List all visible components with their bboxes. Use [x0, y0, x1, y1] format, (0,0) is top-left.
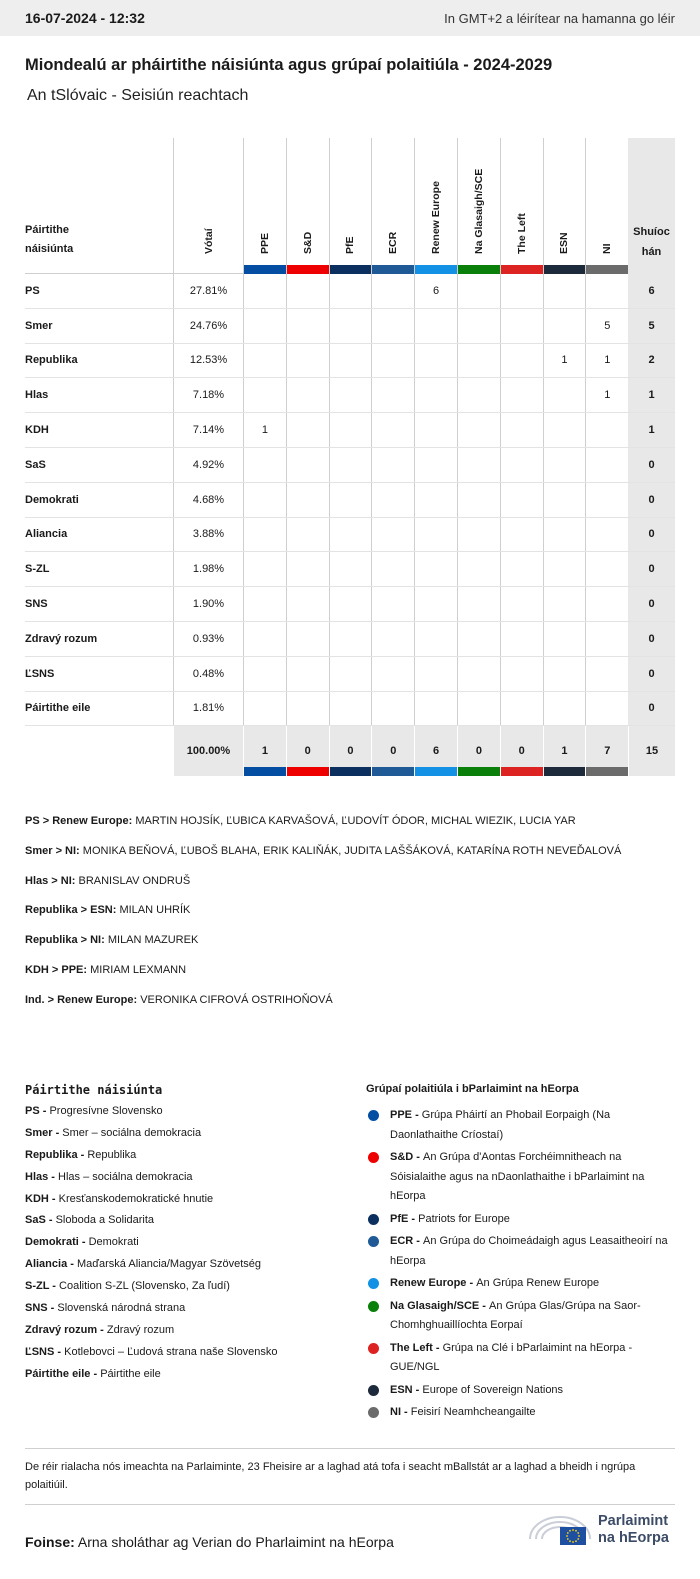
seat-count [457, 518, 500, 552]
seat-count [371, 274, 414, 308]
seat-count [414, 518, 457, 552]
seat-count [243, 622, 286, 656]
seat-count [457, 448, 500, 482]
seat-count [585, 587, 628, 621]
seat-count [543, 622, 586, 656]
seat-count [414, 483, 457, 517]
seat-count [329, 483, 372, 517]
party-legend-item: Zdravý rozum - Zdravý rozum [25, 1323, 175, 1336]
vote-share: 3.88% [173, 518, 243, 552]
group-column-header: Na Glasaigh/SCE [457, 138, 500, 274]
seat-count: 6 [414, 274, 457, 308]
group-legend [366, 1083, 671, 1426]
seat-count [243, 448, 286, 482]
seat-count [243, 378, 286, 412]
seat-count [543, 587, 586, 621]
seat-count [414, 448, 457, 482]
seat-count [329, 622, 372, 656]
group-seat-total: 1 [543, 726, 586, 776]
source-text: Arna sholáthar ag Verian do Pharlaimint na hEorpa [74, 1534, 394, 1550]
group-color-dot-icon [368, 1214, 379, 1225]
seat-count [457, 413, 500, 447]
seat-count [414, 378, 457, 412]
party-legend-item: KDH - Kresťanskodemokratické hnutie [25, 1192, 214, 1205]
seats-table [25, 138, 675, 776]
seat-count [329, 587, 372, 621]
table-row [25, 657, 675, 692]
seat-count [543, 274, 586, 308]
seat-count [585, 518, 628, 552]
group-color-bar [501, 265, 543, 274]
group-legend-item: PPE - Grúpa Pháirtí an Phobail Eorpaigh (Na Daonlathaithe Críostaí) [366, 1106, 671, 1145]
party-name: Aliancia [25, 528, 68, 541]
party-legend-item: Smer - Smer – sociálna demokracia [25, 1126, 202, 1139]
group-color-dot-icon [368, 1343, 379, 1354]
group-column-header: S&D [286, 138, 329, 274]
group-color-bar [458, 767, 500, 776]
grand-seat-total: 15 [628, 726, 675, 776]
assignment-line: Republika > NI: MILAN MAZUREK [25, 934, 199, 947]
seat-count: 1 [585, 344, 628, 378]
group-legend-item: The Left - Grúpa na Clé i bParlaimint na hEorpa - GUE/NGL [366, 1339, 671, 1378]
party-legend-item: Hlas - Hlas – sociálna demokracia [25, 1170, 193, 1183]
seat-count [329, 344, 372, 378]
seat-count [414, 309, 457, 343]
page-subtitle: An tSlóvaic - Seisiún reachtach [27, 87, 249, 104]
seat-count [243, 309, 286, 343]
vote-share: 0.48% [173, 657, 243, 691]
seat-count [286, 657, 329, 691]
group-legend-heading: Grúpaí polaitiúla i bParlaimint na hEorpa [366, 1083, 579, 1095]
group-color-dot-icon [368, 1110, 379, 1121]
group-seat-total: 1 [243, 726, 286, 776]
party-legend-item: ĽSNS - Kotlebovci – Ľudová strana naše Slovensko [25, 1345, 278, 1358]
group-column-header: Renew Europe [414, 138, 457, 274]
seat-count [243, 518, 286, 552]
table-row [25, 448, 675, 483]
group-column-header: NI [585, 138, 628, 274]
seat-count [329, 692, 372, 726]
group-legend-item: Na Glasaigh/SCE - An Grúpa Glas/Grúpa na Saor-Chomhghuaillíochta Eorpaí [366, 1297, 671, 1336]
seat-count [543, 413, 586, 447]
timestamp: 16-07-2024 - 12:32 [25, 10, 145, 26]
seat-count [543, 518, 586, 552]
seat-count [543, 309, 586, 343]
seats-total-column-header: Shuíoc hán [628, 138, 675, 274]
group-seat-total: 0 [457, 726, 500, 776]
party-legend [25, 1083, 345, 1390]
seat-count [585, 483, 628, 517]
party-name: Demokrati [25, 493, 79, 506]
party-name: SaS [25, 458, 46, 471]
seat-count: 1 [585, 378, 628, 412]
party-seat-total: 0 [628, 448, 675, 482]
seat-count [329, 518, 372, 552]
member-assignments [25, 814, 675, 1023]
table-row [25, 274, 675, 309]
party-legend-item: Aliancia - Maďarská Aliancia/Magyar Szövetség [25, 1258, 262, 1271]
seat-count [371, 587, 414, 621]
seat-count [543, 378, 586, 412]
group-seat-total: 7 [585, 726, 628, 776]
seat-count [286, 413, 329, 447]
seat-count [500, 692, 543, 726]
seat-count [500, 309, 543, 343]
party-name: Hlas [25, 389, 49, 402]
party-column-header: Páirtithe náisiúnta [25, 224, 74, 255]
party-seat-total: 6 [628, 274, 675, 308]
seat-count [457, 344, 500, 378]
party-seat-total: 0 [628, 657, 675, 691]
seat-count [329, 378, 372, 412]
table-body [25, 274, 675, 726]
vote-share: 4.68% [173, 483, 243, 517]
seat-count [543, 483, 586, 517]
rules-note: De réir rialacha nós imeachta na Parlaiminte, 23 Fheisire ar a laghad atá tofa i seacht mBallstát ar a laghad a bheidh i ngrúpa polaitiúil. [25, 1448, 675, 1505]
table-row [25, 483, 675, 518]
group-color-bar [372, 265, 414, 274]
party-seat-total: 0 [628, 518, 675, 552]
group-color-bar [586, 265, 628, 274]
party-name: ĽSNS [25, 667, 55, 680]
seat-count [286, 518, 329, 552]
seat-count [543, 448, 586, 482]
seat-count [371, 483, 414, 517]
vote-share: 7.14% [173, 413, 243, 447]
seat-count [500, 587, 543, 621]
seat-count [585, 657, 628, 691]
group-color-bar [544, 265, 586, 274]
party-seat-total: 0 [628, 483, 675, 517]
seat-count [500, 413, 543, 447]
seat-count [371, 309, 414, 343]
group-legend-item: ECR - An Grúpa do Choimeádaigh agus Leasaitheoirí na hEorpa [366, 1232, 671, 1271]
group-color-bar [501, 767, 543, 776]
votes-column-header: Vótaí [173, 138, 243, 274]
party-legend-item: S-ZL - Coalition S-ZL (Slovensko, Za ľudí) [25, 1280, 230, 1293]
group-column-header: PPE [243, 138, 286, 274]
seat-count [457, 657, 500, 691]
seat-count [371, 448, 414, 482]
seat-count [543, 692, 586, 726]
seat-count [243, 552, 286, 586]
group-color-dot-icon [368, 1278, 379, 1289]
parliament-logo [526, 1509, 676, 1549]
seat-count [457, 622, 500, 656]
group-legend-item: Renew Europe - An Grúpa Renew Europe [366, 1274, 671, 1294]
party-name: KDH [25, 424, 49, 437]
group-seat-total: 0 [286, 726, 329, 776]
seat-count: 5 [585, 309, 628, 343]
seat-count [414, 657, 457, 691]
group-seat-total: 0 [329, 726, 372, 776]
seat-count [329, 274, 372, 308]
seat-count [414, 692, 457, 726]
group-color-bar [372, 767, 414, 776]
group-color-bar [330, 767, 372, 776]
seat-count [500, 274, 543, 308]
seat-count [371, 344, 414, 378]
group-column-header: ESN [543, 138, 586, 274]
seat-count [585, 692, 628, 726]
table-row [25, 378, 675, 413]
seat-count [329, 309, 372, 343]
seat-count [286, 448, 329, 482]
table-row [25, 309, 675, 344]
table-row [25, 692, 675, 727]
assignment-line: Ind. > Renew Europe: VERONIKA CIFROVÁ OSTRIHOŇOVÁ [25, 993, 333, 1006]
group-color-bar [244, 767, 286, 776]
seat-count [457, 587, 500, 621]
group-color-dot-icon [368, 1152, 379, 1163]
party-seat-total: 1 [628, 413, 675, 447]
party-name: SNS [25, 598, 48, 611]
group-color-bar [458, 265, 500, 274]
seat-count [414, 552, 457, 586]
group-color-bar [287, 265, 329, 274]
group-color-dot-icon [368, 1236, 379, 1247]
group-color-bar [287, 767, 329, 776]
seat-count [500, 344, 543, 378]
party-name: Páirtithe eile [25, 702, 91, 715]
seat-count [585, 552, 628, 586]
seat-count [243, 344, 286, 378]
group-column-header: ECR [371, 138, 414, 274]
seat-count [500, 448, 543, 482]
party-seat-total: 0 [628, 587, 675, 621]
party-legend-item: PS - Progresívne Slovensko [25, 1105, 163, 1117]
seat-count [286, 309, 329, 343]
party-seat-total: 1 [628, 378, 675, 412]
seat-count [286, 692, 329, 726]
seat-count [500, 518, 543, 552]
seat-count [457, 309, 500, 343]
table-row [25, 587, 675, 622]
seat-count [543, 552, 586, 586]
seat-count [414, 344, 457, 378]
seat-count [371, 622, 414, 656]
party-name: PS [25, 284, 40, 297]
source-label: Foinse: [25, 1534, 75, 1550]
seat-count [414, 413, 457, 447]
group-seat-total: 0 [371, 726, 414, 776]
table-row [25, 344, 675, 379]
seat-count [500, 483, 543, 517]
seat-count [500, 657, 543, 691]
vote-share: 1.98% [173, 552, 243, 586]
assignment-line: Smer > NI: MONIKA BEŇOVÁ, ĽUBOŠ BLAHA, ERIK KALIŇÁK, JUDITA LAŠŠÁKOVÁ, KATARÍNA ROTH NEVEĎALOVÁ [25, 844, 622, 857]
seat-count [286, 483, 329, 517]
vote-share: 24.76% [173, 309, 243, 343]
seat-count [457, 378, 500, 412]
assignment-line: KDH > PPE: MIRIAM LEXMANN [25, 963, 187, 976]
group-color-dot-icon [368, 1385, 379, 1396]
seat-count [329, 657, 372, 691]
seat-count [457, 692, 500, 726]
seat-count [371, 378, 414, 412]
top-bar [0, 0, 700, 36]
seat-count [286, 274, 329, 308]
seat-count [585, 448, 628, 482]
assignment-line: PS > Renew Europe: MARTIN HOJSÍK, ĽUBICA KARVAŠOVÁ, ĽUDOVÍT ÓDOR, MICHAL WIEZIK, LUCIA YAR [25, 815, 576, 827]
group-color-bar [244, 265, 286, 274]
seat-count [457, 552, 500, 586]
logo-text: Parlaimint na hEorpa [598, 1513, 669, 1546]
party-seat-total: 5 [628, 309, 675, 343]
group-legend-item: PfE - Patriots for Europe [366, 1210, 671, 1230]
seat-count: 1 [543, 344, 586, 378]
seat-count [500, 378, 543, 412]
group-legend-item: S&D - An Grúpa d'Aontas Forchéimnitheach na Sóisialaithe agus na nDaonlathaithe i bParlaimint na hEorpa [366, 1148, 671, 1207]
seat-count [329, 552, 372, 586]
seat-count [329, 448, 372, 482]
party-seat-total: 2 [628, 344, 675, 378]
group-color-bar [415, 265, 457, 274]
seat-count [243, 587, 286, 621]
party-name: S-ZL [25, 563, 50, 576]
party-legend-item: Páirtithe eile - Páirtithe eile [25, 1367, 161, 1380]
seat-count [414, 587, 457, 621]
group-column-header: PfE [329, 138, 372, 274]
vote-share: 0.93% [173, 622, 243, 656]
group-color-bar [544, 767, 586, 776]
vote-share: 27.81% [173, 274, 243, 308]
party-legend-heading: Páirtithe náisiúnta [25, 1083, 163, 1097]
seat-count [286, 344, 329, 378]
votes-total: 100.00% [173, 726, 243, 776]
seat-count [243, 483, 286, 517]
table-row [25, 622, 675, 657]
group-seat-total: 0 [500, 726, 543, 776]
party-legend-item: SaS - Sloboda a Solidarita [25, 1214, 155, 1227]
seat-count [457, 274, 500, 308]
seat-count [585, 413, 628, 447]
seat-count [500, 552, 543, 586]
party-name: Smer [25, 319, 53, 332]
group-column-header: The Left [500, 138, 543, 274]
group-legend-item: ESN - Europe of Sovereign Nations [366, 1381, 671, 1401]
source-line [25, 1534, 394, 1550]
vote-share: 7.18% [173, 378, 243, 412]
group-legend-item: NI - Feisirí Neamhcheangailte [366, 1403, 671, 1423]
seat-count [585, 622, 628, 656]
table-row [25, 413, 675, 448]
party-name: Republika [25, 354, 78, 367]
party-seat-total: 0 [628, 692, 675, 726]
table-row [25, 552, 675, 587]
assignment-line: Republika > ESN: MILAN UHRÍK [25, 904, 191, 917]
seat-count [371, 657, 414, 691]
vote-share: 4.92% [173, 448, 243, 482]
seat-count [243, 692, 286, 726]
assignment-line: Hlas > NI: BRANISLAV ONDRUŠ [25, 874, 191, 887]
group-color-bar [330, 265, 372, 274]
group-color-dot-icon [368, 1407, 379, 1418]
vote-share: 1.90% [173, 587, 243, 621]
seat-count [543, 657, 586, 691]
seat-count [286, 552, 329, 586]
party-legend-item: Demokrati - Demokrati [25, 1236, 139, 1249]
table-row [25, 518, 675, 553]
vote-share: 12.53% [173, 344, 243, 378]
group-seat-total: 6 [414, 726, 457, 776]
seat-count [286, 587, 329, 621]
group-color-dot-icon [368, 1301, 379, 1312]
vote-share: 1.81% [173, 692, 243, 726]
page-title: Miondealú ar pháirtithe náisiúnta agus grúpaí polaitiúla - 2024-2029 [25, 56, 553, 74]
table-header [25, 138, 675, 274]
seat-count: 1 [243, 413, 286, 447]
seat-count [286, 378, 329, 412]
seat-count [243, 274, 286, 308]
party-legend-item: SNS - Slovenská národná strana [25, 1302, 186, 1315]
party-legend-item: Republika - Republika [25, 1148, 137, 1161]
seat-count [371, 518, 414, 552]
seat-count [457, 483, 500, 517]
seat-count [371, 413, 414, 447]
party-seat-total: 0 [628, 622, 675, 656]
seat-count [329, 413, 372, 447]
parliament-hemicycle-icon [526, 1509, 596, 1549]
timezone-note: In GMT+2 a léirítear na hamanna go léir [444, 10, 675, 26]
seat-count [371, 552, 414, 586]
seat-count [414, 622, 457, 656]
seat-count [500, 622, 543, 656]
group-color-bar [586, 767, 628, 776]
seat-count [585, 274, 628, 308]
party-seat-total: 0 [628, 552, 675, 586]
group-color-bar [415, 767, 457, 776]
party-name: Zdravý rozum [25, 632, 98, 645]
seat-count [243, 657, 286, 691]
totals-row [25, 726, 675, 776]
seat-count [371, 692, 414, 726]
seat-count [286, 622, 329, 656]
